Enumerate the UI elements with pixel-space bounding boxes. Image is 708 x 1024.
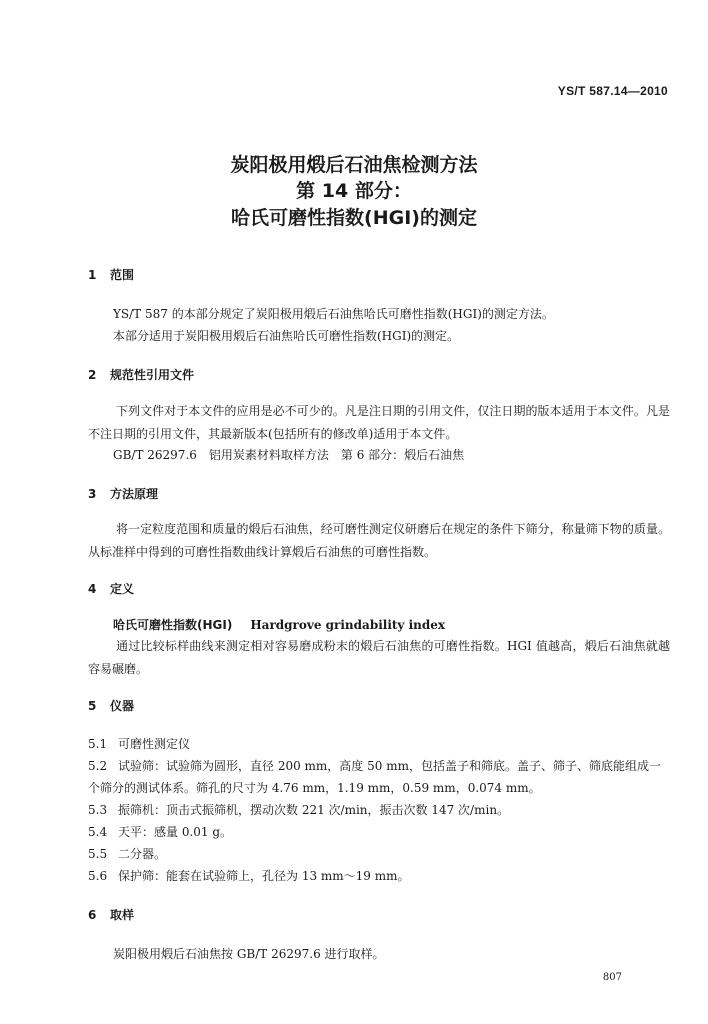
- section-6-heading: [88, 906, 134, 923]
- section-1-heading: [88, 266, 134, 283]
- section-2-heading: [88, 366, 194, 383]
- section-title: 范围: [110, 268, 135, 282]
- item-number: 5.4: [88, 825, 108, 839]
- item-number: 5.3: [88, 803, 108, 817]
- item-text: 个筛分的测试体系。筛孔的尺寸为 4.76 mm，1.19 mm，0.59 mm，0.074 mm。: [88, 781, 541, 795]
- section-number: 1: [88, 268, 97, 282]
- item-text: 二分器。: [118, 847, 167, 861]
- section-1-paragraph-2: 本部分适用于炭阳极用煅后石油焦哈氏可磨性指数(HGI)的测定。: [113, 329, 460, 343]
- item-number: 5.6: [88, 869, 108, 883]
- term-chinese: 哈氏可磨性指数(HGI): [113, 618, 233, 632]
- section-number: 6: [88, 908, 97, 922]
- list-item: [88, 757, 661, 774]
- section-6-paragraph-1: 炭阳极用煅后石油焦按 GB/T 26297.6 进行取样。: [113, 947, 385, 961]
- term-english: Hardgrove grindability index: [250, 618, 446, 632]
- standard-code: YS/T 587.14—2010: [557, 84, 668, 98]
- section-number: 5: [88, 699, 97, 713]
- item-number: 5.2: [88, 759, 108, 773]
- list-item-continuation: [88, 779, 541, 796]
- section-number: 3: [88, 487, 97, 501]
- list-item: [88, 823, 232, 840]
- section-3-heading: [88, 485, 158, 502]
- title-line-1: 炭阳极用煅后石油焦检测方法: [230, 154, 478, 176]
- list-item: [88, 801, 509, 818]
- item-text: 试验筛：试验筛为圆形，直径 200 mm，高度 50 mm，包括盖子和筛底。盖子、筛子、筛底能组成一: [118, 759, 661, 773]
- section-4-heading: [88, 580, 134, 597]
- title-line-2: 第 14 部分：: [296, 180, 412, 202]
- section-5-heading: [88, 697, 134, 714]
- page-number: 807: [602, 972, 622, 983]
- section-number: 2: [88, 368, 97, 382]
- item-text: 振筛机：顶击式振筛机，摆动次数 221 次/min，振击次数 147 次/min。: [118, 803, 510, 817]
- section-number: 4: [88, 582, 97, 596]
- list-item: [88, 845, 166, 862]
- section-1-paragraph-1: YS/T 587 的本部分规定了炭阳极用煅后石油焦哈氏可磨性指数(HGI)的测定方法。: [113, 307, 554, 321]
- item-number: 5.5: [88, 847, 108, 861]
- item-text: 保护筛：能套在试验筛上，孔径为 13 mm～19 mm。: [118, 869, 410, 883]
- item-text: 可磨性测定仪: [118, 737, 191, 751]
- list-item: [88, 735, 190, 752]
- title-line-3: 哈氏可磨性指数(HGI)的测定: [231, 207, 477, 229]
- section-2-reference: GB/T 26297.6 铝用炭素材料取样方法 第 6 部分：煅后石油焦: [113, 448, 465, 462]
- section-title: 方法原理: [110, 487, 159, 501]
- term-entry: [113, 616, 445, 633]
- section-4-paragraph-1: 通过比较标样曲线来测定相对容易磨成粉末的煅后石油焦的可磨性指数。HGI 值越高，煅后石油焦就越容易碾磨。: [88, 639, 670, 676]
- list-item: [88, 867, 410, 884]
- section-title: 定义: [110, 582, 135, 596]
- section-2-paragraph-1: 下列文件对于本文件的应用是必不可少的。凡是注日期的引用文件，仅注日期的版本适用于本文件。凡是不注日期的引用文件，其最新版本(包括所有的修改单)适用于本文件。: [88, 404, 670, 441]
- item-number: 5.1: [88, 737, 108, 751]
- section-title: 规范性引用文件: [110, 368, 195, 382]
- item-text: 天平：感量 0.01 g。: [118, 825, 233, 839]
- section-title: 取样: [110, 908, 135, 922]
- section-title: 仪器: [110, 699, 135, 713]
- section-3-paragraph-1: 将一定粒度范围和质量的煅后石油焦，经可磨性测定仪研磨后在规定的条件下筛分，称量筛下物的质量。从标准样中得到的可磨性指数曲线计算煅后石油焦的可磨性指数。: [88, 522, 670, 559]
